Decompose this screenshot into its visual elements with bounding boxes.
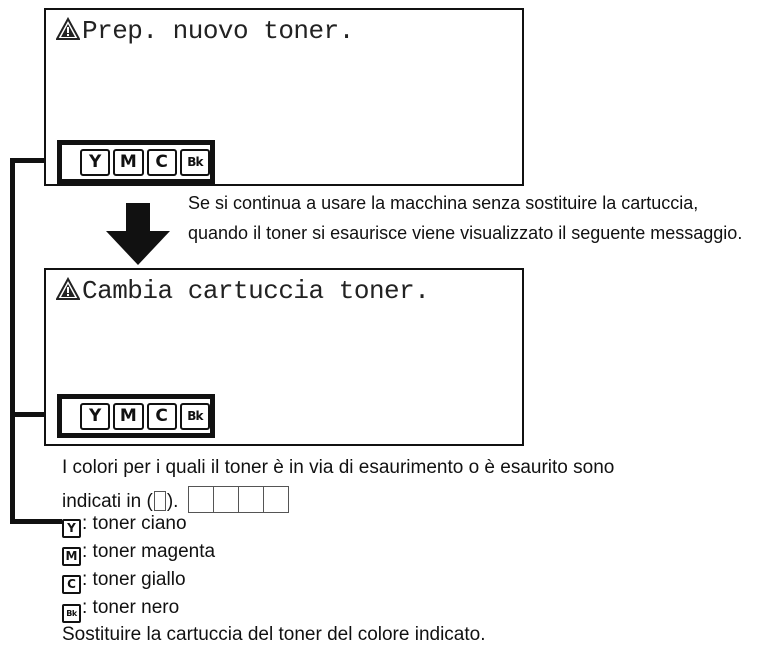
explanation-line-2 (62, 486, 289, 513)
empty-box-1 (188, 486, 214, 513)
warning-icon (56, 277, 80, 301)
empty-box-3 (238, 486, 264, 513)
empty-box-4 (263, 486, 289, 513)
toner-box-bk: Bk (180, 149, 210, 176)
toner-box-m: M (113, 149, 143, 176)
toner-box-m: M (113, 403, 143, 430)
footer-instruction: Sostituire la cartuccia del toner del colore indicato. (62, 624, 486, 645)
screen-2-message-text: Cambia cartuccia toner. (82, 276, 430, 306)
toner-box-c: C (147, 403, 177, 430)
screen-2-message (56, 276, 429, 306)
toner-indicator-strip-1 (57, 140, 215, 184)
warning-icon (56, 17, 80, 41)
connector-vertical-line (10, 158, 15, 524)
toner-box-bk: Bk (180, 403, 210, 430)
legend-item-c (62, 569, 186, 594)
screen-1-message (56, 16, 354, 46)
toner-box-c: C (147, 149, 177, 176)
legend-text-c: : toner giallo (82, 569, 186, 590)
empty-box-2 (213, 486, 239, 513)
legend-text-y: : toner ciano (82, 513, 187, 534)
legend-code-m: M (62, 547, 81, 566)
legend-code-bk: Bk (62, 604, 81, 623)
legend-code-c: C (62, 575, 81, 594)
legend-text-m: : toner magenta (82, 541, 216, 562)
note-line-2: quando il toner si esaurisce viene visualizzato il seguente messaggio. (188, 223, 743, 243)
explanation-line-1: I colori per i quali il toner è in via di esaurimento o è esaurito sono (62, 457, 615, 478)
legend-item-y (62, 513, 187, 538)
down-arrow-icon (104, 203, 172, 265)
screen-1-message-text: Prep. nuovo toner. (82, 16, 354, 46)
toner-box-y: Y (80, 149, 110, 176)
note-line-1: Se si continua a usare la macchina senza sostituire la cartuccia, (188, 193, 699, 213)
toner-indicator-strip-2 (57, 394, 215, 438)
legend-item-m (62, 541, 215, 566)
explanation-prefix: indicati in ( (62, 491, 153, 512)
legend-code-y: Y (62, 519, 81, 538)
toner-box-y: Y (80, 403, 110, 430)
legend-item-bk (62, 597, 179, 623)
connector-bottom-line (10, 519, 62, 524)
indicator-sample-box (154, 491, 166, 511)
explanation-suffix: ). (166, 491, 179, 512)
legend-text-bk: : toner nero (82, 597, 180, 618)
